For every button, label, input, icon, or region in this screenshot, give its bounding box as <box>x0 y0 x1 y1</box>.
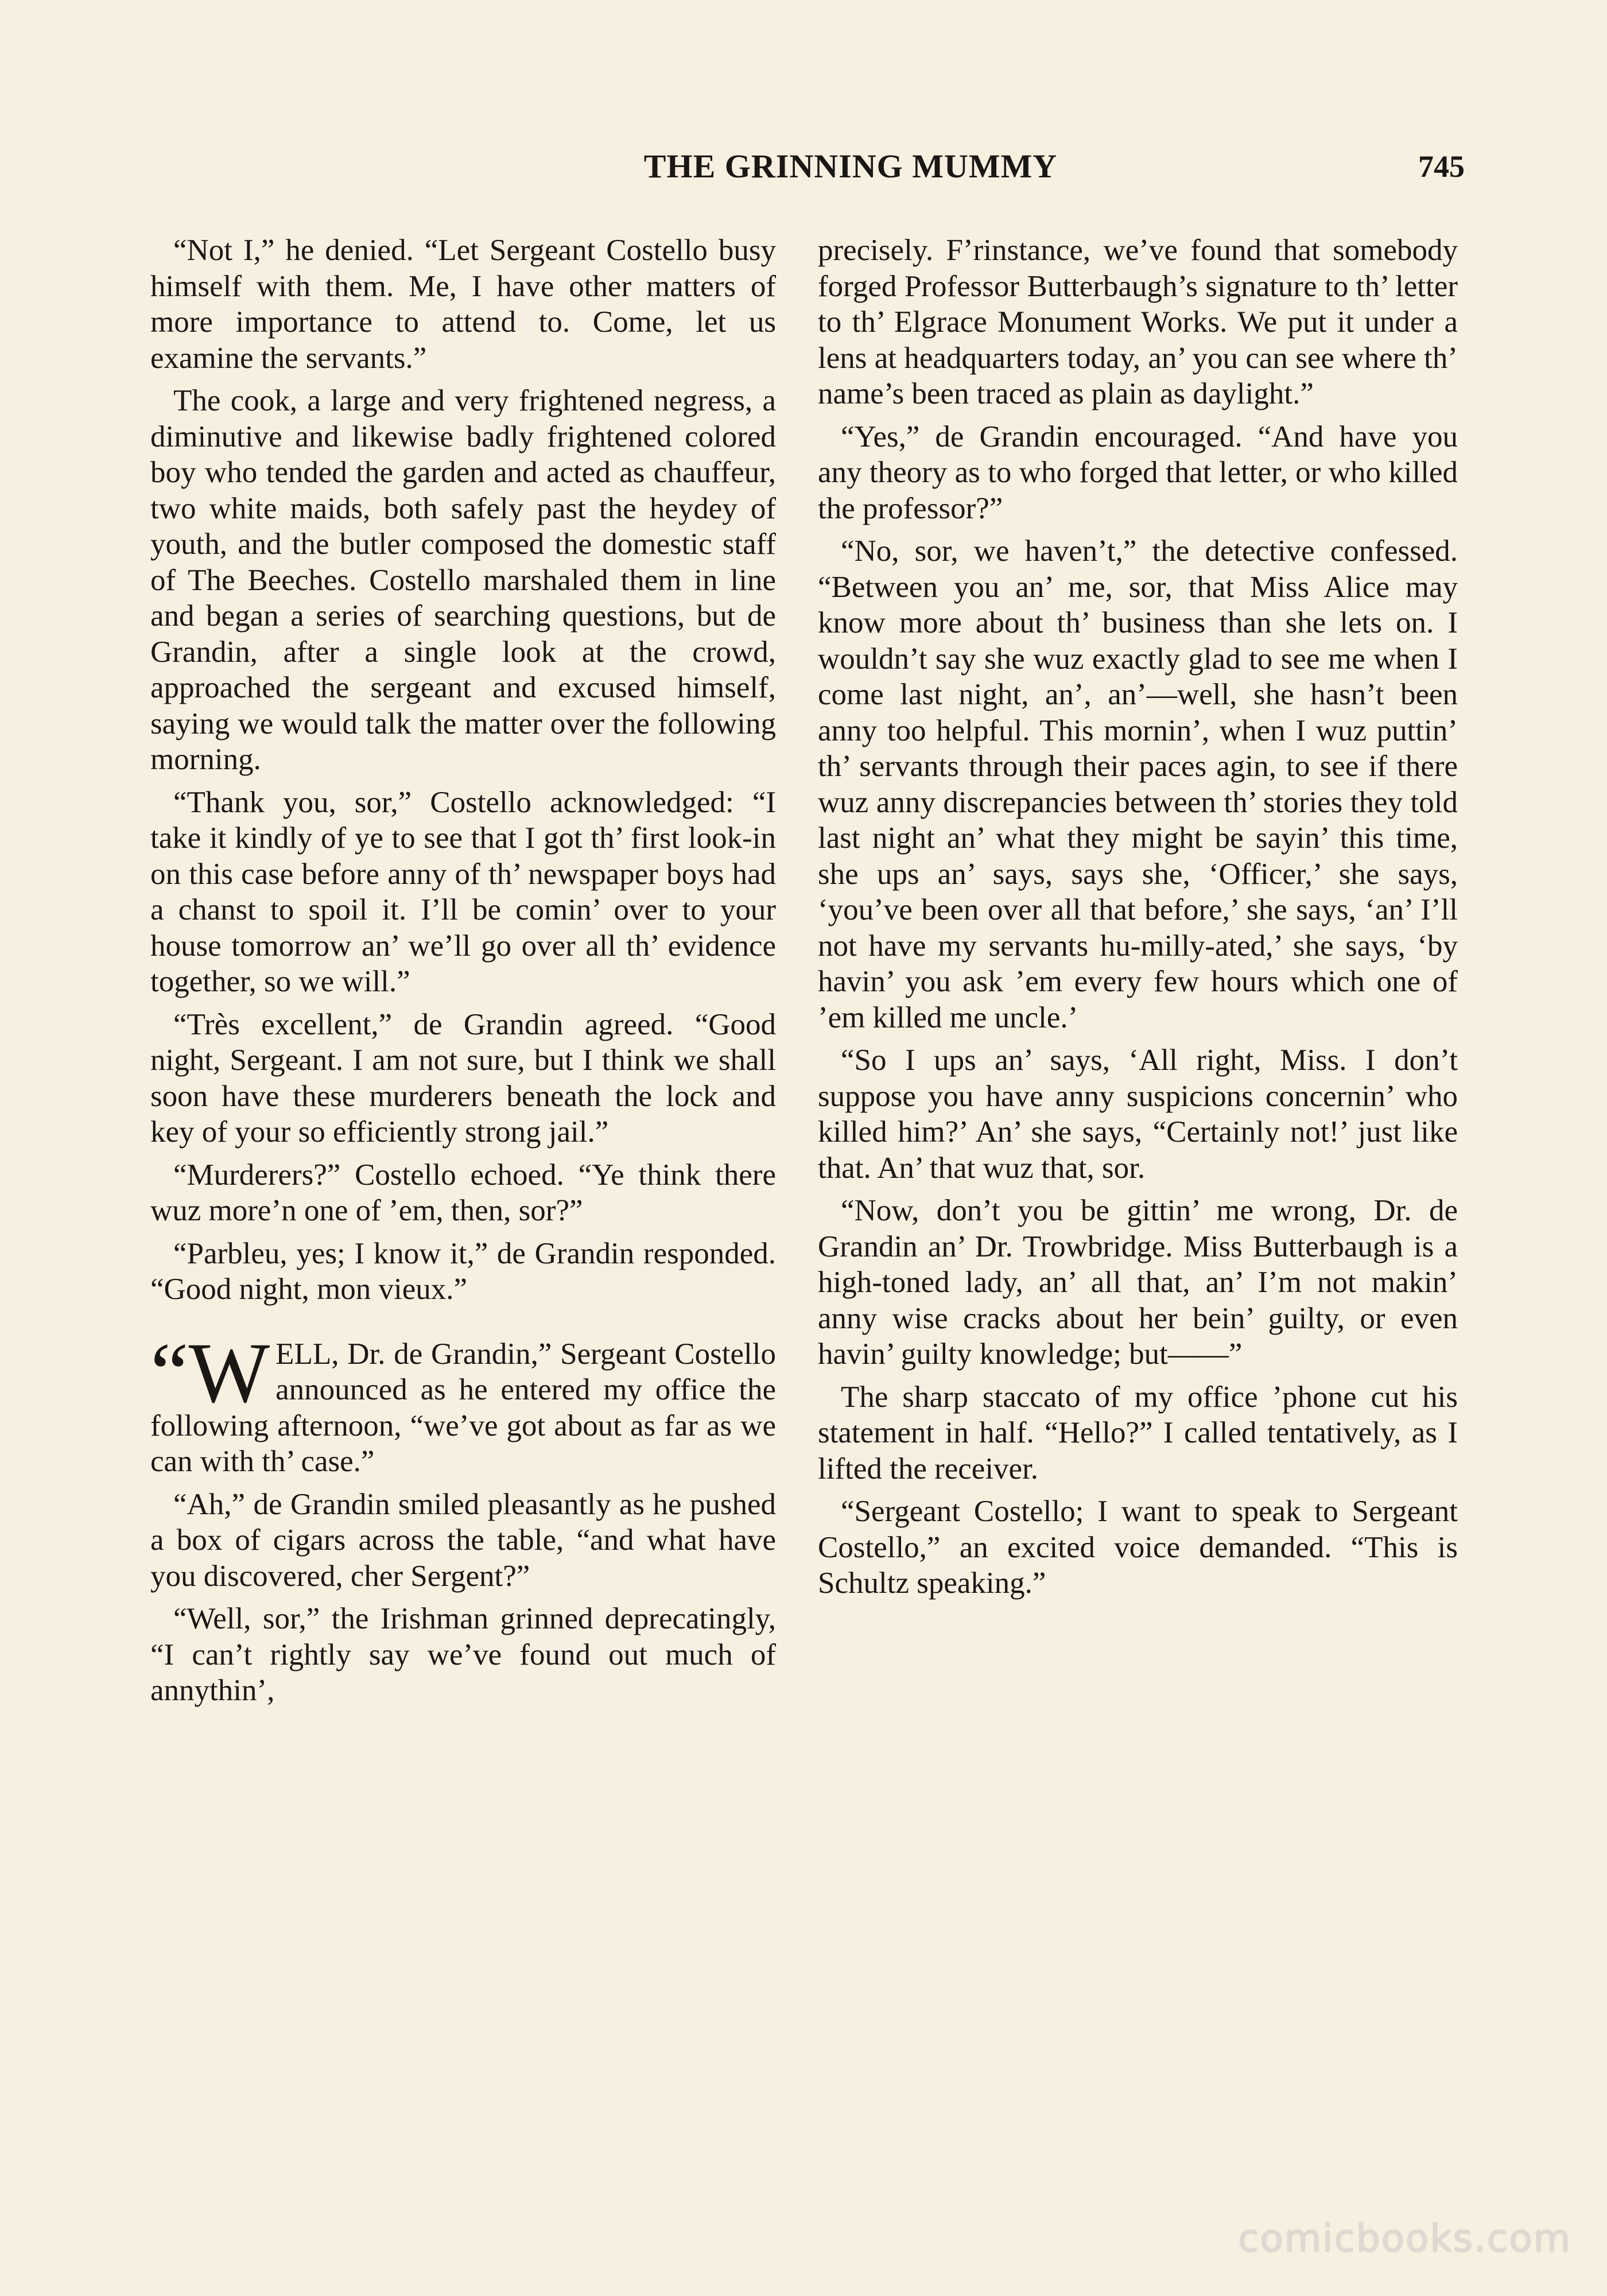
paragraph: precisely. F’rinstance, we’ve found that somebody forged Professor Butterbaugh’s signature to th’ letter to th’ Elgrace Monument Works. We put it under a lens at headquarters today, an’ you can see where th’ name’s been traced as plain as daylight.” <box>818 234 1458 410</box>
paragraph: “No, sor, we haven’t,” the detective confessed. “Between you an’ me, sor, that Miss Alice may know more about th’ business than she lets on. I wouldn’t say she wuz exactly glad to see me when I come last night, an’, an’—well, she hasn’t been anny too helpful. This mornin’, when I wuz puttin’ th’ servants through their paces agin, to see if there wuz anny discrepancies between th’ stories they told last night an’ what they might be sayin’ this time, she ups an’ says, says she, ‘Officer,’ she says, ‘you’ve been over all that before,’ she says, ‘an’ I’ll not have my servants hu-milly-ated,’ she says, ‘by havin’ you ask ’em every few hours which one of ’em killed me uncle.’ <box>818 534 1458 1034</box>
paragraph: The cook, a large and very frightened negress, a diminutive and likewise badly frightened colored boy who tended the garden and acted as chauffeur, two white maids, both safely past the heydey of youth, and the butler composed the domestic staff of The Beeches. Costello marshaled them in line and began a series of searching questions, but de Grandin, after a single look at the crowd, approached the sergeant and excused himself, saying we would talk the matter over the following morning. <box>150 384 776 776</box>
paragraph: “Now, don’t you be gittin’ me wrong, Dr. de Grandin an’ Dr. Trowbridge. Miss Butterbaugh is a high-toned lady, an’ all that, an’ I’m not makin’ anny wise cracks about her bein’ guilty, or even havin’ guilty knowledge; but——” <box>818 1194 1458 1371</box>
paragraph: “Murderers?” Costello echoed. “Ye think there wuz more’n one of ’em, then, sor?” <box>150 1158 776 1227</box>
paragraph: “Not I,” he denied. “Let Sergeant Costello busy himself with them. Me, I have other matters of more importance to attend to. Come, let us examine the servants.” <box>150 234 776 375</box>
paragraph: The sharp staccato of my office ’phone cut his statement in half. “Hello?” I called tentatively, as I lifted the receiver. <box>818 1380 1458 1486</box>
page-header <box>150 144 1465 189</box>
paragraph: “Sergeant Costello; I want to speak to Sergeant Costello,” an excited voice demanded. “This is Schultz speaking.” <box>818 1495 1458 1600</box>
drop-cap-quote: “ <box>150 1325 189 1421</box>
drop-cap <box>150 1325 270 1421</box>
paragraph: “Thank you, sor,” Costello acknowledged: “I take it kindly of ye to see that I got th’ first look-in on this case before anny of th’ newspaper boys had a chanst to spoil it. I’ll be comin’ over to your house tomorrow an’ we’ll go over all th’ evidence together, so we will.” <box>150 785 776 998</box>
page-number: 745 <box>1418 149 1465 184</box>
paragraph: “Yes,” de Grandin encouraged. “And have you any theory as to who forged that letter, or who killed the professor?” <box>818 420 1458 525</box>
paragraph-text: ELL, Dr. de Grandin,” Sergeant Costello announced as he entered my office the following afternoon, “we’ve got about as far as we can with th’ case.” <box>150 1337 776 1478</box>
drop-cap-letter: W <box>188 1325 270 1421</box>
running-title: THE GRINNING MUMMY <box>643 148 1058 185</box>
watermark: comicbooks.com <box>1238 2216 1571 2260</box>
paragraph: “Très excellent,” de Grandin agreed. “Good night, Sergeant. I am not sure, but I think we shall soon have these murderers beneath the lock and key of your so efficiently strong jail.” <box>150 1007 776 1149</box>
paragraph: “Well, sor,” the Irishman grinned deprecatingly, “I can’t rightly say we’ve found out much of annythin’, <box>150 1602 776 1707</box>
paragraph: “Ah,” de Grandin smiled pleasantly as he pushed a box of cigars across the table, “and what have you discovered, cher Sergent?” <box>150 1487 776 1593</box>
left-column <box>150 232 776 1716</box>
section-opening-paragraph <box>150 1325 776 1480</box>
right-column <box>818 232 1458 1608</box>
paragraph: “Parbleu, yes; I know it,” de Grandin responded. “Good night, mon vieux.” <box>150 1236 776 1306</box>
paragraph: “So I ups an’ says, ‘All right, Miss. I don’t suppose you have anny suspicions concernin’ who killed him?’ An’ she says, “Certainly not!’ just like that. An’ that wuz that, sor. <box>818 1044 1458 1185</box>
